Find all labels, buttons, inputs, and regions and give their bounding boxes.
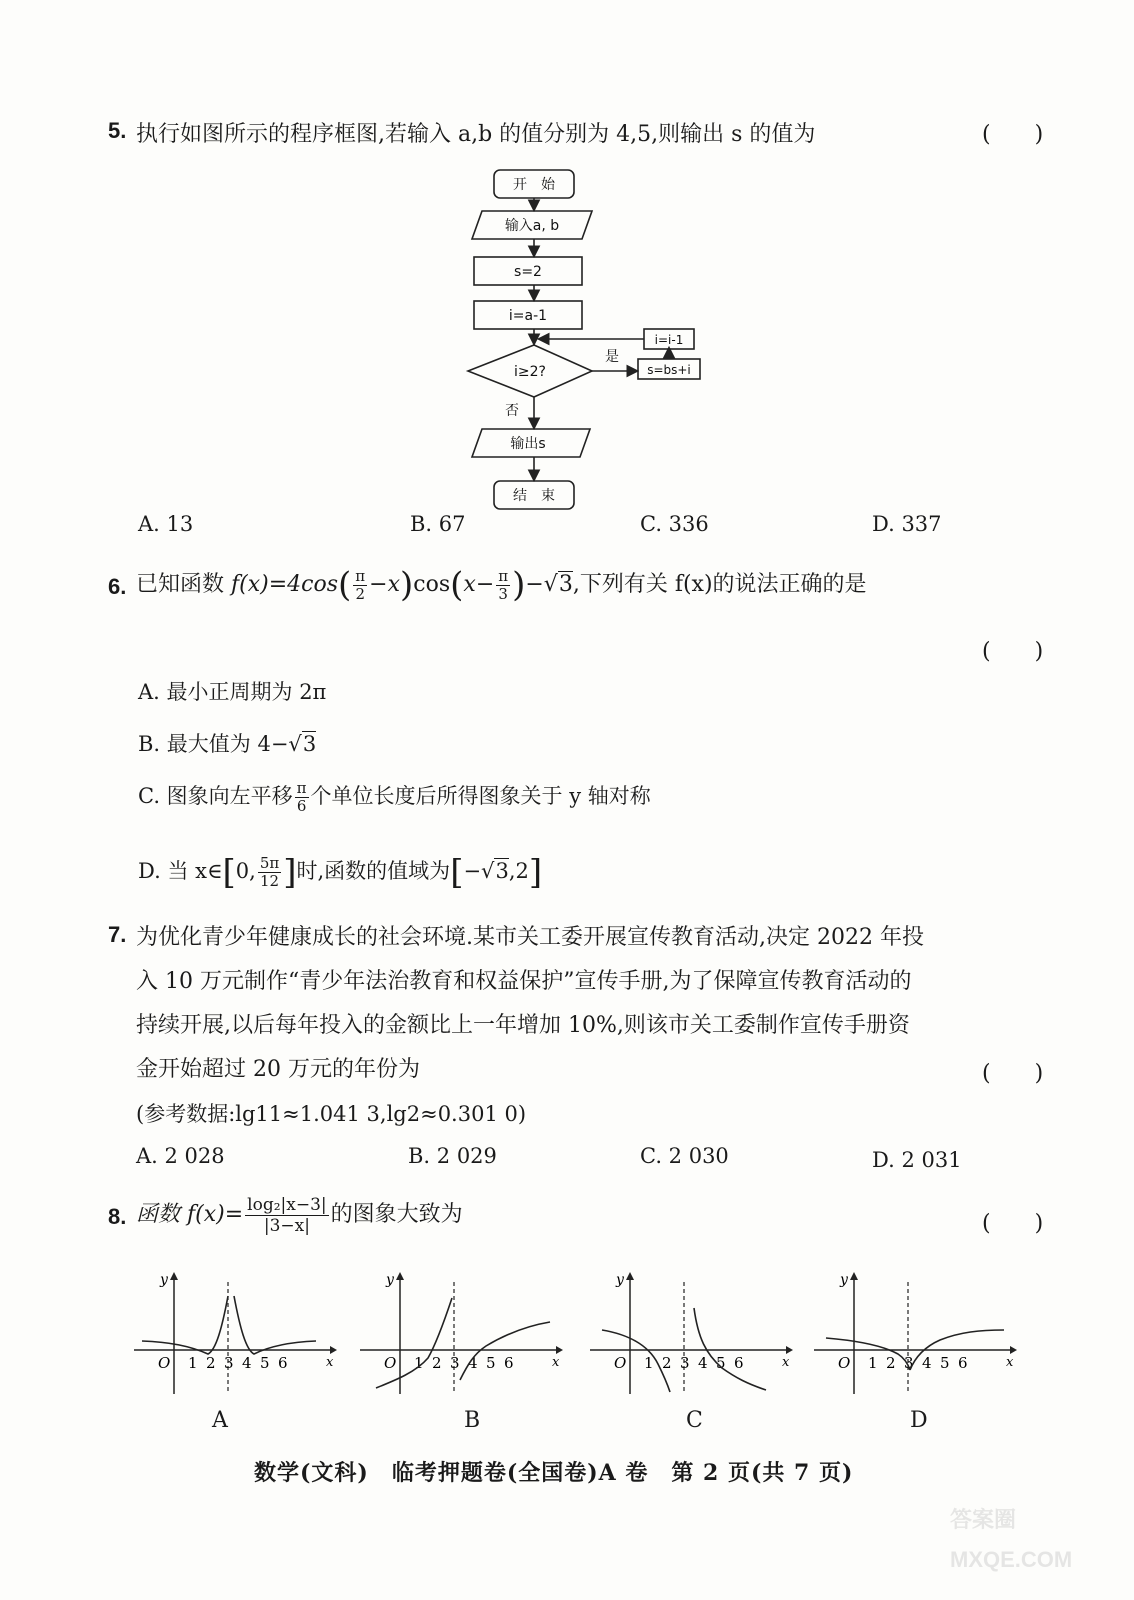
y-axis-label: y (840, 1272, 848, 1288)
x-axis-arrow (786, 1346, 793, 1354)
q8-func: 函数 f(x)= (136, 1202, 244, 1227)
curve-branch-1 (376, 1298, 452, 1388)
tick-label-6: 6 (278, 1354, 288, 1372)
q8-denominator: |3−x| (263, 1215, 310, 1236)
tick-label-6: 6 (504, 1354, 514, 1372)
flow-update-i-label: i=i-1 (654, 333, 684, 347)
tick-label-4: 4 (922, 1354, 932, 1372)
flow-i-init-label: i=a-1 (508, 308, 548, 324)
y-axis-label: y (616, 1272, 624, 1288)
q5-text: 执行如图所示的程序框图,若输入 a,b 的值分别为 4,5,则输出 s 的值为 (136, 122, 816, 147)
q7-option-b: B. 2 029 (408, 1144, 497, 1168)
q8-graph-label-a: A (212, 1408, 228, 1433)
flow-output-label: 输出s (510, 436, 546, 452)
tick-label-4: 4 (242, 1354, 252, 1372)
q6-number: 6. (108, 574, 127, 599)
q5-number: 5. (108, 118, 127, 143)
flow-no-label: 否 (505, 403, 519, 419)
page-footer: 数学(文科) 临考押题卷(全国卷)A 卷 第 2 页(共 7 页) (254, 1460, 854, 1486)
q7-option-c: C. 2 030 (640, 1144, 729, 1168)
q7-line4: 金开始超过 20 万元的年份为 (136, 1057, 420, 1082)
q7-line1: 为优化青少年健康成长的社会环境.某市关工委开展宣传教育活动,决定 2022 年投 (136, 925, 924, 950)
q6-intro: 已知函数 (136, 572, 225, 597)
tick-label-1: 1 (644, 1354, 654, 1372)
y-axis-arrow (850, 1272, 858, 1280)
watermark: 答案圈 MXQE.COM (950, 1507, 1073, 1572)
q7-number: 7. (108, 922, 127, 947)
q7-option-a: A. 2 028 (136, 1144, 225, 1168)
q6-option-a: A. 最小正周期为 2π (138, 680, 327, 704)
q8-graph-d (810, 1268, 1020, 1398)
q7-reference: (参考数据:lg11≈1.041 3,lg2≈0.301 0) (136, 1102, 527, 1126)
y-axis-arrow (396, 1272, 404, 1280)
y-axis-label: y (160, 1272, 168, 1288)
tick-label-3: 3 (904, 1354, 914, 1372)
tick-label-2: 2 (662, 1354, 672, 1372)
q8-graph-label-c: C (686, 1408, 703, 1433)
q6-answer-paren: ( ) (982, 639, 1044, 664)
tick-label-4: 4 (698, 1354, 708, 1372)
tick-label-6: 6 (958, 1354, 968, 1372)
q5-flowchart (460, 165, 710, 515)
x-axis-label: x (552, 1355, 560, 1370)
q7-line2: 入 10 万元制作“青少年法治教育和权益保护”宣传手册,为了保障宣传教育活动的 (136, 969, 912, 994)
tick-label-3: 3 (680, 1354, 690, 1372)
flow-update-s-label: s=bs+i (647, 363, 691, 377)
tick-label-6: 6 (734, 1354, 744, 1372)
flow-condition-label: i≥2? (514, 364, 546, 380)
tick-label-1: 1 (414, 1354, 424, 1372)
tick-label-5: 5 (260, 1354, 270, 1372)
q7-line3: 持续开展,以后每年投入的金额比上一年增加 10%,则该市关工委制作宣传手册资 (136, 1013, 910, 1038)
q7-answer-paren: ( ) (982, 1061, 1044, 1086)
curve-branch-2 (694, 1308, 766, 1390)
q5-option-a: A. 13 (138, 512, 194, 536)
origin-label: O (384, 1354, 397, 1372)
q8-graph-b (356, 1268, 566, 1398)
tick-label-4: 4 (468, 1354, 478, 1372)
q6-func: f(x)=4cos (231, 572, 339, 597)
flow-s-init-label: s=2 (514, 264, 542, 280)
y-axis-arrow (626, 1272, 634, 1280)
q8-graph-c (586, 1268, 796, 1398)
curve-branch-2 (234, 1296, 316, 1354)
q6-option-d: D. 当 x∈[0, $\frac{5\pi}{12}$ ]时,函数的值域为[−√3,2] (138, 852, 543, 893)
tick-label-5: 5 (940, 1354, 950, 1372)
y-axis-arrow (170, 1272, 178, 1280)
origin-label: O (838, 1354, 851, 1372)
q7-option-d: D. 2 031 (872, 1148, 962, 1172)
q8-stem (136, 1188, 463, 1242)
tick-label-2: 2 (432, 1354, 442, 1372)
origin-label: O (158, 1354, 171, 1372)
q6-option-c: C. 图象向左平移 $\frac{\pi}{6}$ 个单位长度后所得图象关于 y 轴对称 (138, 779, 651, 815)
tick-label-5: 5 (716, 1354, 726, 1372)
q8-answer-paren: ( ) (982, 1211, 1044, 1236)
q5-option-c: C. 336 (640, 512, 709, 536)
flow-input-label: 输入a, b (504, 218, 560, 234)
tick-label-2: 2 (206, 1354, 216, 1372)
y-axis-label: y (386, 1272, 394, 1288)
x-axis-arrow (1010, 1346, 1017, 1354)
q6-option-b-text: B. 最大值为 4− (138, 732, 289, 756)
q8-numerator: log₂|x−3| (247, 1194, 327, 1215)
tick-label-3: 3 (450, 1354, 460, 1372)
q8-graph-a (130, 1268, 340, 1398)
q8-graph-label-b: B (464, 1408, 481, 1433)
q8-number: 8. (108, 1204, 127, 1229)
q5-option-d: D. 337 (872, 512, 942, 536)
tick-label-3: 3 (224, 1354, 234, 1372)
tick-label-1: 1 (868, 1354, 878, 1372)
q5-answer-paren: ( ) (982, 122, 1044, 147)
curve-branch-1 (602, 1330, 670, 1392)
q6-option-b-sqrt: 3 (302, 732, 317, 756)
x-axis-label: x (326, 1355, 334, 1370)
flow-end-label: 结 束 (513, 488, 555, 504)
q6-option-c-post: 个单位长度后所得图象关于 y 轴对称 (310, 784, 651, 808)
flow-yes-label: 是 (605, 349, 619, 365)
tick-label-5: 5 (486, 1354, 496, 1372)
x-axis-arrow (556, 1346, 563, 1354)
q6-option-b: B. 最大值为 4−√3 (138, 732, 317, 756)
tick-label-2: 2 (886, 1354, 896, 1372)
q6-option-d-pre: D. 当 x∈ (138, 859, 223, 883)
x-axis-label: x (1006, 1355, 1014, 1370)
q6-stem: 已知函数 f(x)=4cos( $\frac{\pi}{2}$ −x)cos(x− $\frac{\pi}{3}$ )−√3,下列有关 f(x)的说法正确的是 (136, 565, 867, 605)
q6-tail: ,下列有关 f(x)的说法正确的是 (572, 572, 867, 597)
q8-graph-label-d: D (910, 1408, 928, 1433)
curve-branch-1 (142, 1296, 228, 1354)
origin-label: O (614, 1354, 627, 1372)
x-axis-arrow (330, 1346, 337, 1354)
q8-post: 的图象大致为 (330, 1202, 463, 1227)
q5-option-b: B. 67 (410, 512, 466, 536)
tick-label-1: 1 (188, 1354, 198, 1372)
x-axis-label: x (782, 1355, 790, 1370)
q6-option-d-mid: 时,函数的值域为 (296, 859, 451, 883)
q6-option-c-pre: C. 图象向左平移 (138, 784, 293, 808)
flow-start-label: 开 始 (513, 177, 555, 193)
